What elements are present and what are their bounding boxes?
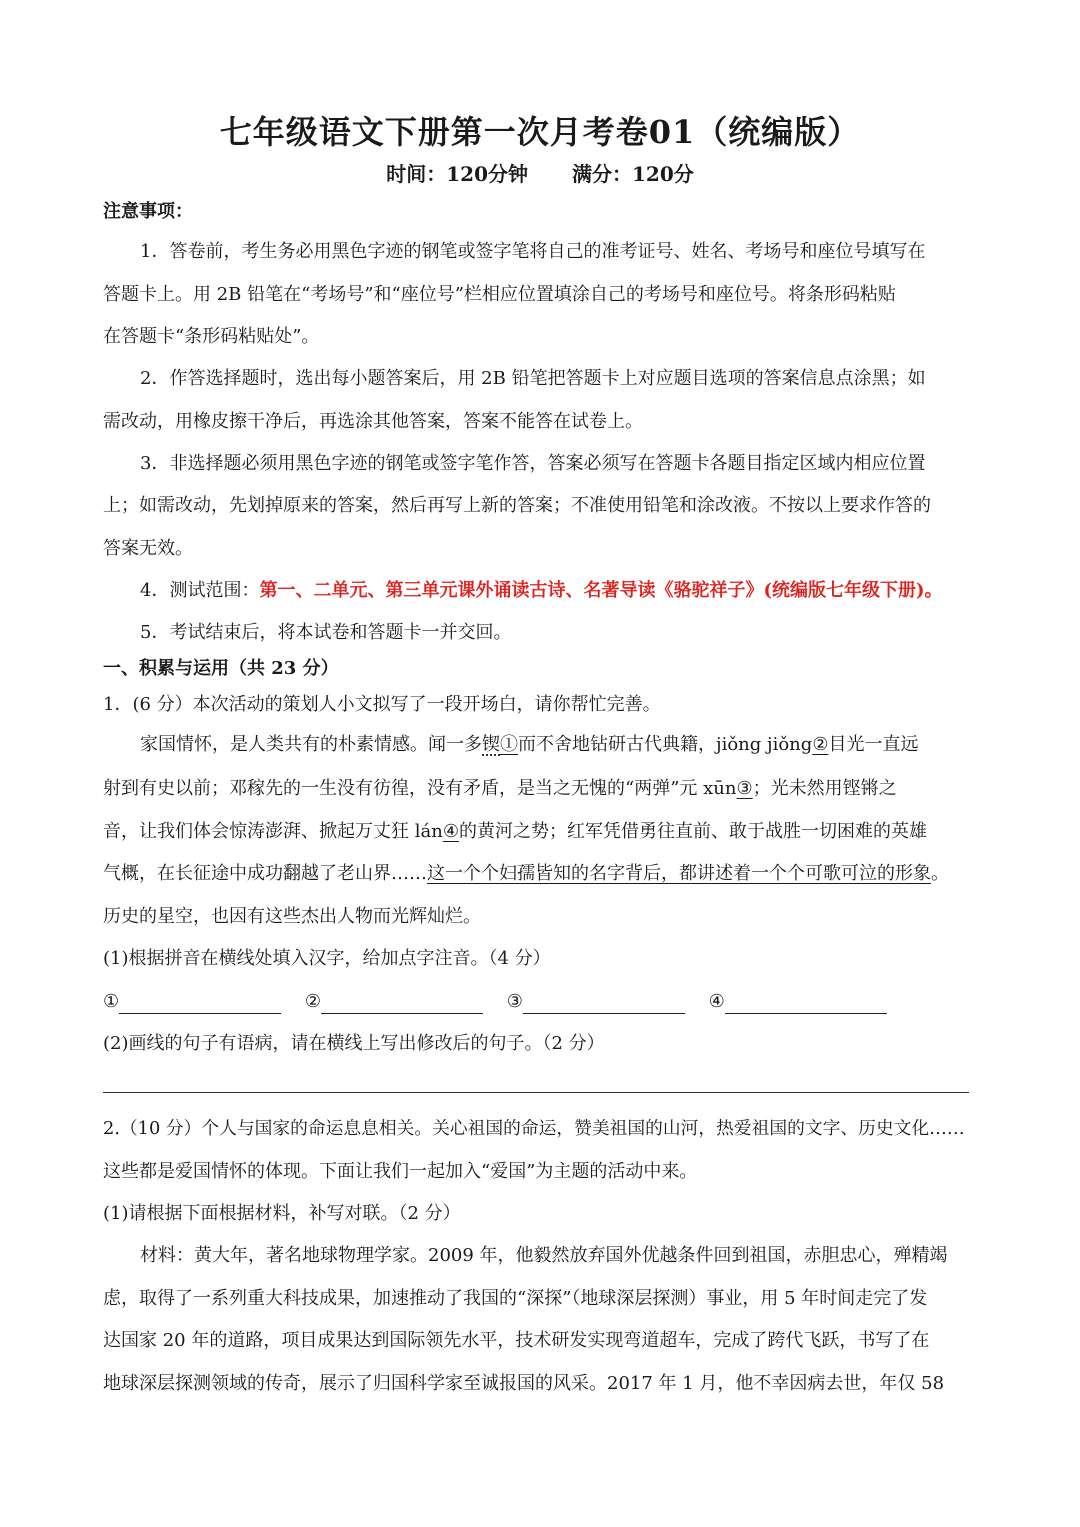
answer-blank-1[interactable]: ① [103,990,281,1014]
answer-blank-2[interactable]: ② [305,990,483,1014]
q1-sub1: (1)根据拼音在横线处填入汉字，给加点字注音。（4 分） [103,948,551,969]
test-scope: 第一、二单元、第三单元课外诵读古诗、名著导读《骆驼祥子》(统编版七年级下册)。 [259,580,943,601]
q2-material-line-3: 达国家 20 年的道路，项目成果达到国际领先水平，技术研发实现弯道超车，完成了跨代飞跃，书写了在 [103,1330,930,1351]
q2-line-2: 这些都是爱国情怀的体现。下面让我们一起加入“爱国”为主题的活动中来。 [103,1161,698,1182]
q2-material-line-4: 地球深层探测领域的传奇，展示了归国科学家至诚报国的风采。2017 年 1 月，他不幸因病去世，年仅 58 [103,1373,945,1394]
notice-item-3-line-2: 上；如需改动，先划掉原来的答案，然后再写上新的答案；不准使用铅笔和涂改液。不按以上要求作答的 [103,495,931,516]
q1-sub2: (2)画线的句子有语病，请在横线上写出修改后的句子。（2 分） [103,1033,605,1054]
notice-item-2-line-2: 需改动，用橡皮擦干净后，再选涂其他答案，答案不能答在试卷上。 [103,411,643,432]
q1-passage-line-1: 家国情怀，是人类共有的朴素情感。闻一多锲①而不舍地钻研古代典籍，jiǒng jiǒng②目光一直远 [140,734,919,755]
blank-3: ③ [736,778,753,799]
exam-meta [0,160,1080,188]
notice-heading: 注意事项： [103,201,193,222]
notice-item-1-line-3: 在答题卡“条形码粘贴处”。 [103,326,320,347]
q1-passage-line-5: 历史的星空，也因有这些杰出人物而光辉灿烂。 [103,906,481,927]
q1-answer-blanks [103,990,905,1014]
q2-line-1: 2.（10 分）个人与国家的命运息息相关。关心祖国的命运，赞美祖国的山河，热爱祖国的文字、历史文化…… [103,1119,965,1139]
blank-1: ① [500,734,518,755]
notice-item-3-line-3: 答案无效。 [103,538,193,559]
dotted-char: 锲 [482,734,500,755]
underlined-sentence: 这一个个妇孺皆知的名字背后，都讲述着一个个可歌可泣的形象 [427,863,931,884]
notice-item-1-line-2: 答题卡上。用 2B 铅笔在“考场号”和“座位号”栏相应位置填涂自己的考场号和座位号。将条形码粘贴 [103,284,896,305]
time-limit: 时间：120分钟 [386,162,528,186]
answer-blank-3[interactable]: ③ [507,990,685,1014]
notice-item-5: 5．考试结束后，将本试卷和答题卡一并交回。 [140,622,512,643]
full-score: 满分：120分 [572,162,694,186]
q2-material-line-2: 虑，取得了一系列重大科技成果，加速推动了我国的“深探”（地球深层探测）事业，用 5 年时间走完了发 [103,1288,928,1309]
q2-material-line-1: 材料：黄大年，著名地球物理学家。2009 年，他毅然放弃国外优越条件回到祖国，赤胆忠心，殚精竭 [140,1245,948,1266]
section-heading: 一、积累与运用（共 23 分） [103,658,339,679]
notice-item-3-line-1: 3．非选择题必须用黑色字迹的钢笔或签字笔作答，答案必须写在答题卡各题目指定区域内相应位置 [140,453,926,474]
notice-item-4-prefix: 4．测试范围： [140,580,260,601]
q1-passage-line-2: 射到有史以前；邓稼先的一生没有彷徨，没有矛盾，是当之无愧的“两弹”元 xūn③；光未然用铿锵之 [103,778,897,799]
q2-sub1: (1)请根据下面根据材料，补写对联。（2 分） [103,1203,461,1224]
blank-4: ④ [442,821,459,842]
answer-blank-4[interactable]: ④ [709,990,887,1014]
q1-passage-line-3: 音，让我们体会惊涛澎湃、掀起万丈狂 lán④的黄河之势；红军凭借勇往直前、敢于战胜一切困难的英雄 [103,821,927,842]
revision-answer-line[interactable] [103,1092,969,1093]
notice-item-2-line-1: 2．作答选择题时，选出每小题答案后，用 2B 铅笔把答题卡上对应题目选项的答案信息点涂黑；如 [140,368,926,389]
page-title: 七年级语文下册第一次月考卷01（统编版） [219,113,861,151]
notice-item-4 [140,579,942,603]
notice-item-1-line-1: 1．答卷前，考生务必用黑色字迹的钢笔或签字笔将自己的准考证号、姓名、考场号和座位号填写在 [140,241,926,262]
blank-2: ② [812,734,829,755]
q1-stem: 1．(6 分）本次活动的策划人小文拟写了一段开场白，请你帮忙完善。 [103,694,661,715]
q1-passage-line-4: 气概，在长征途中成功翻越了老山界……这一个个妇孺皆知的名字背后，都讲述着一个个可歌可泣的形象。 [103,863,949,884]
